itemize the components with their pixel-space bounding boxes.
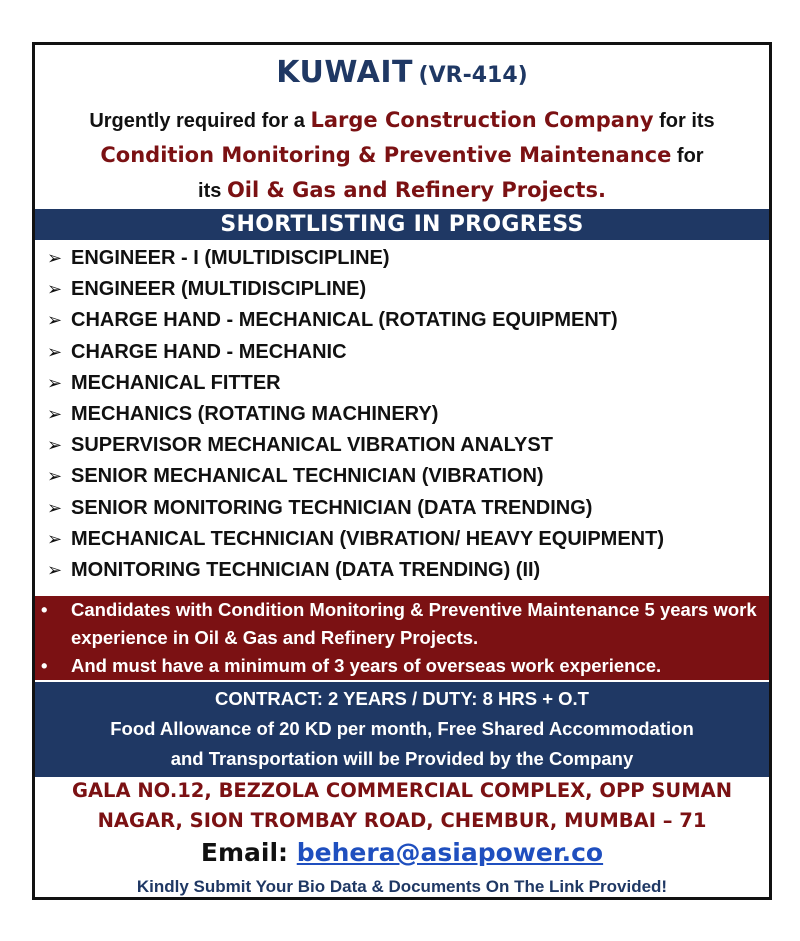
intro-line-1 — [35, 103, 769, 138]
arrow-bullet-icon: ➢ — [47, 279, 63, 300]
email-link[interactable]: behera@asiapower.co — [296, 838, 604, 867]
position-item — [47, 524, 765, 555]
bullet-dot-icon: • — [41, 599, 48, 620]
intro-line-2-post: for — [676, 145, 704, 167]
arrow-bullet-icon: ➢ — [47, 497, 63, 518]
position-title: MECHANICS (ROTATING MACHINERY) — [71, 402, 439, 425]
title-country: KUWAIT — [276, 55, 413, 90]
intro-line-2 — [35, 138, 769, 173]
page-title — [35, 55, 769, 90]
office-address — [35, 776, 769, 836]
position-item — [47, 274, 765, 305]
position-item — [47, 305, 765, 336]
position-title: ENGINEER (MULTIDISCIPLINE) — [71, 278, 367, 301]
position-title: SENIOR MONITORING TECHNICIAN (DATA TRENDING) — [71, 496, 593, 519]
position-item — [47, 337, 765, 368]
arrow-bullet-icon: ➢ — [47, 248, 63, 268]
intro-text — [35, 103, 769, 208]
address-line-2: NAGAR, SION TROMBAY ROAD, CHEMBUR, MUMBAI – 71 — [97, 809, 707, 832]
position-title: CHARGE HAND - MECHANIC — [71, 340, 347, 363]
arrow-bullet-icon: ➢ — [47, 341, 63, 362]
intro-line-3-pre: its — [198, 180, 222, 202]
submission-note: Kindly Submit Your Bio Data & Documents On The Link Provided! — [136, 877, 668, 896]
address-line-1: GALA NO.12, BEZZOLA COMMERCIAL COMPLEX, OPP SUMAN — [71, 779, 733, 802]
position-title: SUPERVISOR MECHANICAL VIBRATION ANALYST — [71, 434, 553, 457]
position-item — [47, 555, 765, 586]
arrow-bullet-icon: ➢ — [47, 310, 63, 331]
position-item — [47, 430, 765, 461]
intro-line-1-post: for its — [659, 110, 715, 132]
benefits-line-2: and Transportation will be Provided by the Company — [170, 748, 634, 769]
position-title: CHARGE HAND - MECHANICAL (ROTATING EQUIPMENT) — [71, 309, 618, 332]
email-row — [35, 838, 769, 867]
position-title: MECHANICAL FITTER — [71, 371, 281, 394]
position-title: MECHANICAL TECHNICIAN (VIBRATION/ HEAVY EQUIPMENT) — [71, 527, 664, 550]
shortlisting-banner: SHORTLISTING IN PROGRESS — [35, 209, 769, 240]
position-title: SENIOR MECHANICAL TECHNICIAN (VIBRATION) — [71, 465, 544, 488]
contract-terms: CONTRACT: 2 YEARS / DUTY: 8 HRS + O.T — [215, 688, 589, 709]
position-item — [47, 368, 765, 399]
requirements-banner — [35, 596, 769, 680]
contract-banner — [35, 682, 769, 777]
project-type: Oil & Gas and Refinery Projects. — [226, 178, 606, 202]
requirement-text: Candidates with Condition Monitoring & Preventive Maintenance 5 years work experience in Oil & Gas and Refinery Projects. — [71, 599, 757, 648]
position-item — [47, 461, 765, 492]
arrow-bullet-icon: ➢ — [47, 372, 63, 393]
positions-list — [47, 243, 765, 586]
benefits-line-1: Food Allowance of 20 KD per month, Free Shared Accommodation — [110, 718, 694, 739]
email-label: Email: — [200, 838, 289, 867]
arrow-bullet-icon: ➢ — [47, 403, 63, 424]
position-title: ENGINEER - I (MULTIDISCIPLINE) — [71, 247, 390, 269]
company-type: Large Construction Company — [310, 108, 654, 132]
arrow-bullet-icon: ➢ — [47, 435, 63, 456]
title-reference-code: (VR-414) — [418, 63, 528, 88]
position-title: MONITORING TECHNICIAN (DATA TRENDING) (II) — [71, 558, 541, 581]
service-type: Condition Monitoring & Preventive Maintenance — [100, 143, 672, 167]
advert-frame — [32, 42, 772, 900]
requirement-text: And must have a minimum of 3 years of overseas work experience. — [71, 655, 662, 676]
requirement-item — [35, 596, 769, 652]
position-item — [47, 399, 765, 430]
requirement-item — [35, 652, 769, 680]
position-item — [47, 243, 765, 274]
intro-line-3 — [35, 173, 769, 208]
arrow-bullet-icon: ➢ — [47, 559, 63, 580]
arrow-bullet-icon: ➢ — [47, 466, 63, 487]
bullet-dot-icon: • — [41, 655, 48, 676]
arrow-bullet-icon: ➢ — [47, 528, 63, 549]
position-item — [47, 493, 765, 524]
intro-line-1-pre: Urgently required for a — [89, 110, 305, 132]
